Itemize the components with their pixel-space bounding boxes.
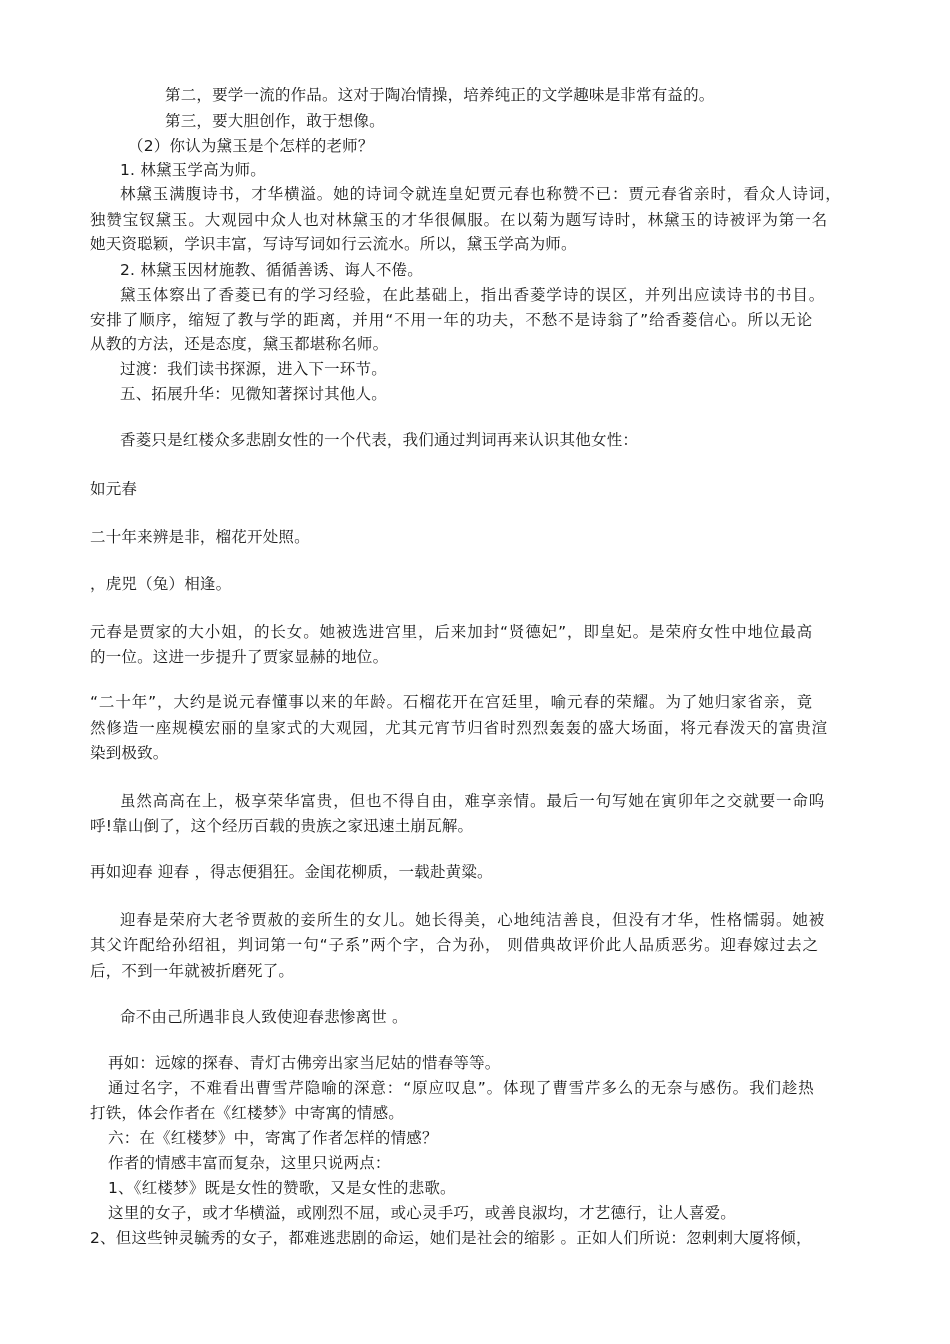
paragraph-line: 如元春 (90, 480, 138, 498)
paragraph-line: 2、但这些钟灵毓秀的女子，都难逃悲剧的命运，她们是社会的缩影 。正如人们所说：忽剌剌大厦将倾， (90, 1229, 812, 1247)
paragraph-line: 她天资聪颖，学识丰富，写诗写词如行云流水。所以，黛玉学高为师。 (90, 235, 577, 253)
paragraph-line: 的一位。这进一步提升了贾家显赫的地位。 (90, 648, 389, 666)
paragraph-line: 1、《红楼梦》既是女性的赞歌，又是女性的悲歌。 (108, 1179, 456, 1197)
paragraph-line: 第二，要学一流的作品。这对于陶冶情操，培养纯正的文学趣味是非常有益的。 (165, 86, 715, 104)
paragraph-line: 染到极致。 (90, 744, 169, 762)
paragraph-line: ，虎兕（兔）相逢。 (90, 575, 232, 593)
paragraph-line: 再如：远嫁的探春、青灯古佛旁出家当尼姑的惜春等等。 (108, 1054, 501, 1072)
paragraph-line: 从教的方法，还是态度，黛玉都堪称名师。 (90, 335, 389, 353)
paragraph-line: 通过名字，不难看出曹雪芹隐喻的深意：“原应叹息”。体现了曹雪芹多么的无奈与感伤。我们趁热 (108, 1079, 815, 1097)
paragraph-line: 林黛玉满腹诗书，才华横溢。她的诗词令就连皇妃贾元春也称赞不已：贾元春省亲时，看众人诗词， (120, 185, 842, 203)
paragraph-line: 迎春是荣府大老爷贾赦的妾所生的女儿。她长得美，心地纯洁善良，但没有才华，性格懦弱。她被 (120, 911, 826, 929)
paragraph-line: 这里的女子，或才华横溢，或刚烈不屈，或心灵手巧，或善良淑均，才艺德行，让人喜爱。 (108, 1204, 737, 1222)
paragraph-line: 命不由己所遇非良人致使迎春悲惨离世 。 (120, 1008, 408, 1026)
paragraph-line: “二十年”，大约是说元春懂事以来的年龄。石榴花开在宫廷里，喻元春的荣耀。为了她归家省亲，竟 (90, 693, 814, 711)
paragraph-line: 后，不到一年就被折磨死了。 (90, 962, 295, 980)
paragraph-line: 再如迎春 迎春 ，得志便猖狂。金闺花柳质，一载赴黄粱。 (90, 863, 493, 881)
paragraph-line: 其父许配给孙绍祖，判词第一句“子系”两个字，合为孙， 则借典故评价此人品质恶劣。迎春嫁过去之 (90, 936, 819, 954)
paragraph-line: 打铁，体会作者在《红楼梦》中寄寓的情感。 (90, 1104, 405, 1122)
paragraph-line: 然修造一座规模宏丽的皇家式的大观园，尤其元宵节归省时烈烈轰轰的盛大场面，将元春泼天的富贵渲 (90, 719, 829, 737)
section-heading: 五、拓展升华：见微知著探讨其他人。 (120, 385, 387, 403)
paragraph-line: 第三，要大胆创作，敢于想像。 (165, 112, 385, 130)
section-heading: 六：在《红楼梦》中，寄寓了作者怎样的情感？ (108, 1129, 438, 1147)
paragraph-line: 二十年来辨是非，榴花开处照。 (90, 528, 310, 546)
paragraph-line: 安排了顺序，缩短了教与学的距离，并用“不用一年的功夫，不愁不是诗翁了”给香菱信心。所以无论 (90, 311, 814, 329)
paragraph-line: 呼!靠山倒了，这个经历百载的贵族之家迅速土崩瓦解。 (90, 817, 474, 835)
section-heading: 2. 林黛玉因材施教、循循善诱、诲人不倦。 (120, 261, 423, 279)
question-heading: （2）你认为黛玉是个怎样的老师？ (128, 137, 374, 155)
paragraph-line: 元春是贾家的大小姐，的长女。她被选进宫里，后来加封“贤德妃”，即皇妃。是荣府女性中地位最高 (90, 623, 814, 641)
section-heading: 1. 林黛玉学高为师。 (120, 161, 266, 179)
paragraph-line: 香菱只是红楼众多悲剧女性的一个代表，我们通过判词再来认识其他女性： (120, 431, 639, 449)
paragraph-line: 黛玉体察出了香菱已有的学习经验，在此基础上，指出香菱学诗的误区，并列出应读诗书的书目。 (120, 286, 826, 304)
paragraph-line: 独赞宝钗黛玉。大观园中众人也对林黛玉的才华很佩服。在以菊为题写诗时，林黛玉的诗被评为第一名 (90, 211, 829, 229)
paragraph-line: 虽然高高在上，极享荣华富贵，但也不得自由，难享亲情。最后一句写她在寅卯年之交就要一命呜 (120, 792, 826, 810)
paragraph-line: 过渡：我们读书探源，进入下一环节。 (120, 360, 387, 378)
paragraph-line: 作者的情感丰富而复杂，这里只说两点： (108, 1154, 391, 1172)
